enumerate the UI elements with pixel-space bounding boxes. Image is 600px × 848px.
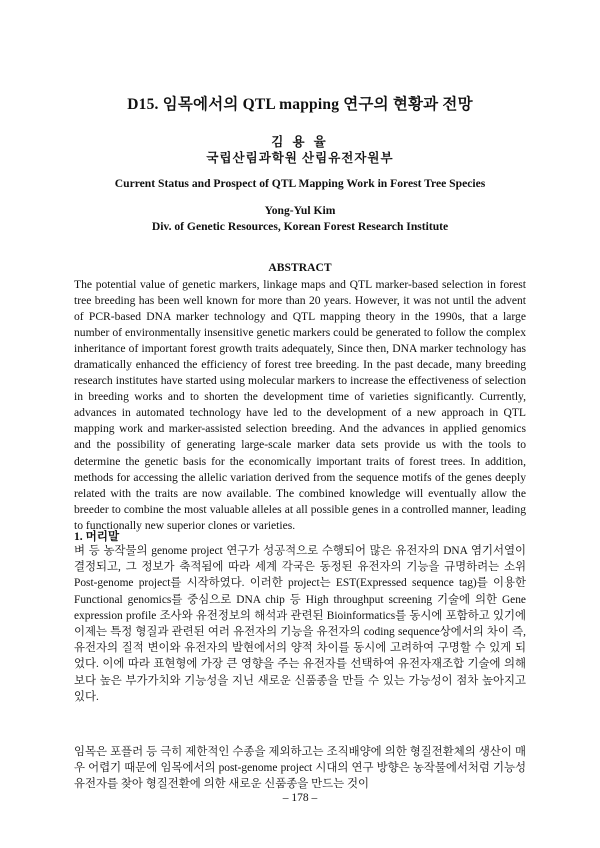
- abstract-heading: ABSTRACT: [268, 261, 332, 274]
- author-name-korean: 김 용 율: [271, 135, 329, 149]
- affiliation-korean: 국립산림과학원 산림유전자원부: [206, 151, 394, 165]
- author-name-english: Yong-Yul Kim: [264, 204, 336, 217]
- page-number: – 178 –: [282, 792, 318, 804]
- introduction-paragraph-2: 임목은 포플러 등 극히 제한적인 수종을 제외하고는 조직배양에 의한 형질전환체의 생산이 매우 어렵기 때문에 임목에서의 post-genome project 시대의 연구 방향은 농작물에서처럼 기능성 유전자를 찾아 형질전환에 의한 새로운 신품종을 만드는 것이: [74, 746, 526, 791]
- introduction-paragraph-1: 벼 등 농작물의 genome project 연구가 성공적으로 수행되어 많은 유전자의 DNA 염기서열이 결정되고, 그 정보가 축적됨에 따라 세계 각국은 동정된 유전자의 기능을 규명하려는 소위 Post-genome project를 시작하였다. 이러한 project는 EST(Expressed sequence tag)를 이용한 Functional genomics를 중심으로 DNA chip 등 High throughput screening 기술에 의한 Gene expression profile 조사와 유전정보의 해석과 관련된 Bioinformatics를 동시에 포함하고 있기에 이제는 특정 형질과 관련된 여러 유전자의 기능을 유전자의 coding sequence상에서의 차이 즉, 유전자의 질적 변이와 유전자의 발현에서의 양적 차이를 동시에 고려하여 구명할 수 있게 되었다. 이에 따라 표현형에 가장 큰 영향을 주는 유전자를 선택하여 유전자재조합 기술에 의해 보다 높은 부가가치와 기능성을 지닌 새로운 신품종을 만들 수 있는 가능성이 점차 높아지고 있다.: [74, 545, 526, 703]
- abstract-text: The potential value of genetic markers, linkage maps and QTL marker-based selection in forest tree breeding has been well known for more than 20 years. However, it was not until the advent of PCR-based DNA marker technology and QTL mapping theory in the 1990s, that a large number of environmentally insensitive genetic markers could be generated to follow the complex inheritance of important forest growth traits adequately, Since then, DNA marker technology has dramatically enhanced the efficiency of forest tree breeding. In the past decade, many breeding research institutes have started using molecular markers to increase the effectiveness of selection in breeding works and to shorten the development time of varieties significantly. Currently, advances in automated technology have led to the development of a new approach in QTL mapping work and marker-assisted selection breeding. And the advances in applied genomics and the possibility of generating large-scale marker data sets provide us with the tools to determine the genetic basis for the economically important traits of forest trees. In addition, methods for accessing the allelic variation derived from the sequence motifs of the genes deeply related with the traits are now available. The combined knowledge will eventually allow the breeder to combine the most valuable alleles at all possible genes in a controlled manner, leading to functionally new superior clones or varieties.: [74, 278, 526, 532]
- section-heading-introduction: 1. 머리말: [74, 530, 120, 543]
- paper-title: D15. 임목에서의 QTL mapping 연구의 현황과 전망: [127, 96, 473, 113]
- affiliation-english: Div. of Genetic Resources, Korean Forest Research Institute: [151, 220, 449, 233]
- paper-title-english: Current Status and Prospect of QTL Mapping Work in Forest Tree Species: [114, 177, 486, 190]
